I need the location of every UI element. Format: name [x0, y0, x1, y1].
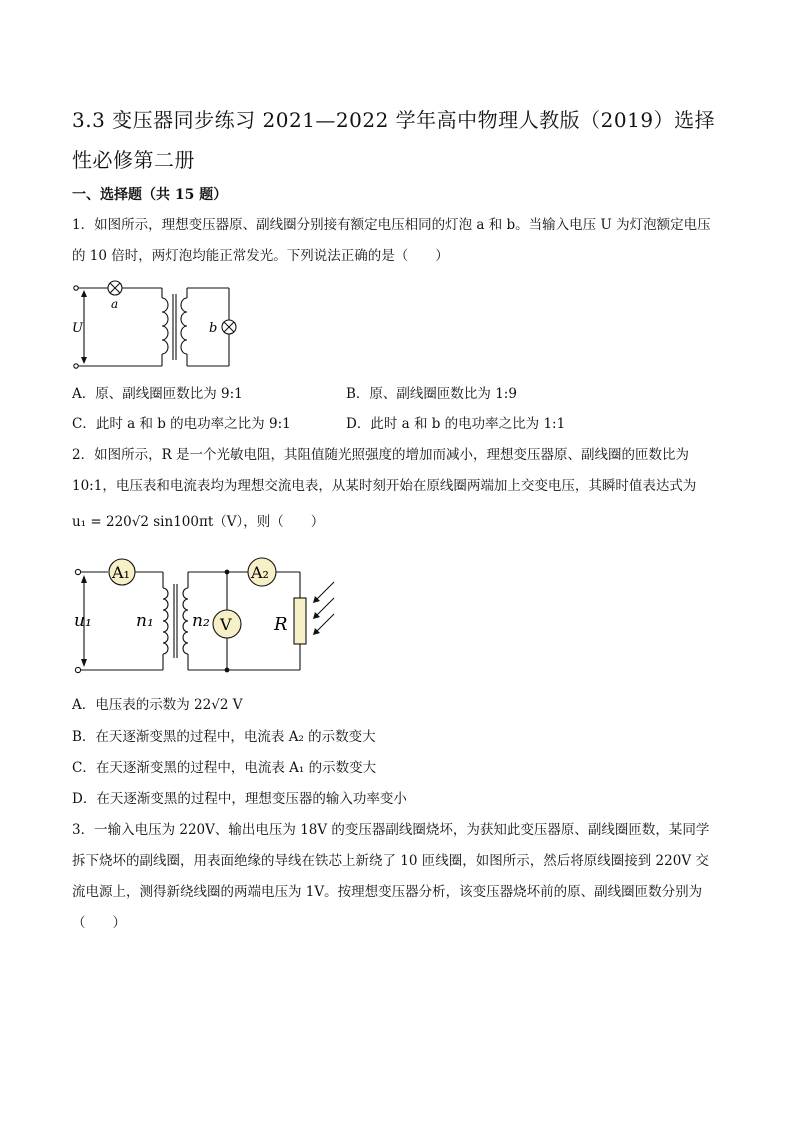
question-2-option-d: D．在天逐渐变黑的过程中，理想变压器的输入功率变小 [72, 791, 407, 807]
question-3-stem: 3．一输入电压为 220V、输出电压为 18V 的变压器副线圈烧坏，为获知此变压器原、副线圈匝数，某同学拆下烧坏的副线圈，用表面绝缘的导线在铁芯上新绕了 10 匝线圈，如图所示，然后将原线圈接到 220V 交流电源上，测得新绕线圈的两端电压为 1V。按理想变压器分析，该变压器烧坏前的原、副线圈匝数分别为（ ） [72, 822, 710, 931]
question-2-circuit-diagram [70, 552, 340, 680]
question-1-option-c: C．此时 a 和 b 的电功率之比为 9:1 [72, 416, 291, 432]
question-1-option-d: D．此时 a 和 b 的电功率之比为 1:1 [346, 416, 566, 432]
question-2-formula: u₁ = 220√2 sin100πt（V），则（ ） [72, 514, 325, 530]
question-1-circuit-diagram [70, 280, 250, 372]
question-1-option-a: A．原、副线圈匝数比为 9:1 [72, 386, 243, 402]
question-2-option-b: B．在天逐渐变黑的过程中，电流表 A₂ 的示数变大 [72, 729, 376, 745]
question-1-option-b: B．原、副线圈匝数比为 1:9 [346, 386, 517, 402]
voltmeter-label: V [220, 615, 232, 634]
lamp-b-label: b [209, 321, 218, 336]
voltage-u-label: U [72, 321, 83, 336]
question-2-option-a: A．电压表的示数为 22√2 V [72, 697, 243, 713]
voltage-u1-label: u₁ [74, 611, 92, 631]
question-1-stem: 1．如图所示，理想变压器原、副线圈分别接有额定电压相同的灯泡 a 和 b。当输入电压 U 为灯泡额定电压的 10 倍时，两灯泡均能正常发光。下列说法正确的是（ ） [72, 217, 711, 264]
document-title: 3.3 变压器同步练习 2021—2022 学年高中物理人教版（2019）选择性必修第二册 [72, 108, 716, 172]
ammeter-a1-label: A₁ [112, 563, 130, 582]
ammeter-a2-label: A₂ [251, 563, 269, 582]
question-2-stem: 2．如图所示，R 是一个光敏电阻，其阻值随光照强度的增加而减小，理想变压器原、副线圈的匝数比为 10:1，电压表和电流表均为理想交流电表，从某时刻开始在原线圈两端加上交变电压，其瞬时值表达式为 [72, 447, 697, 494]
secondary-turns-n2-label: n₂ [192, 611, 210, 631]
resistor-r-label: R [274, 614, 288, 635]
question-2-option-c: C．在天逐渐变黑的过程中，电流表 A₁ 的示数变大 [72, 760, 377, 776]
primary-turns-n1-label: n₁ [136, 611, 154, 631]
section-heading: 一、选择题（共 15 题） [72, 187, 228, 203]
lamp-a-label: a [111, 297, 119, 311]
